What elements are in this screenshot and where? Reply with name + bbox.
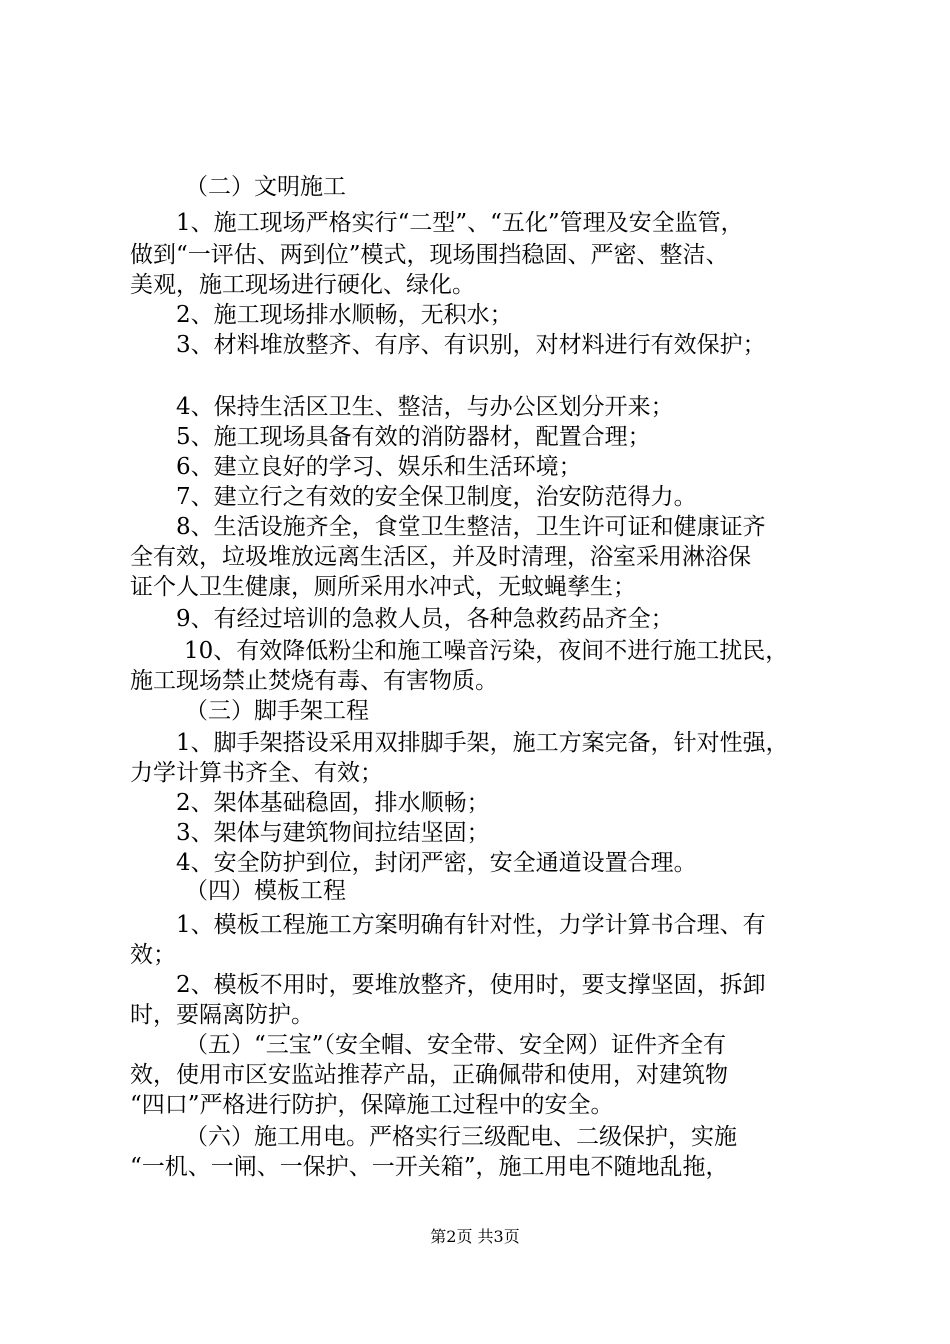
paragraph-line: 2、架体基础稳固，排水顺畅； bbox=[176, 790, 490, 816]
section-heading-2: （二）文明施工 bbox=[185, 174, 346, 200]
section-heading-6: （六）施工用电。严格实行三级配电、二级保护，实施 bbox=[185, 1124, 737, 1150]
paragraph-line: 3、材料堆放整齐、有序、有识别，对材料进行有效保护； bbox=[176, 332, 766, 358]
paragraph-line: 4、安全防护到位，封闭严密，安全通道设置合理。 bbox=[176, 850, 697, 876]
paragraph-line: 1、施工现场严格实行“二型”、“五化”管理及安全监管， bbox=[176, 210, 744, 236]
paragraph-line: 全有效，垃圾堆放远离生活区，并及时清理，浴室采用淋浴保 bbox=[130, 544, 751, 570]
page-number-footer: 第2页 共3页 bbox=[430, 1227, 520, 1246]
paragraph-line: 3、架体与建筑物间拉结坚固； bbox=[176, 820, 490, 846]
paragraph-line: 7、建立行之有效的安全保卫制度，治安防范得力。 bbox=[176, 484, 697, 510]
paragraph-line: 6、建立良好的学习、娱乐和生活环境； bbox=[176, 454, 582, 480]
paragraph-line: 美观，施工现场进行硬化、绿化。 bbox=[130, 272, 475, 298]
paragraph-line: 9、有经过培训的急救人员，各种急救药品齐全； bbox=[176, 606, 674, 632]
paragraph-line: “一机、一闸、一保护、一开关箱”，施工用电不随地乱拖， bbox=[130, 1154, 729, 1180]
paragraph-line: 1、模板工程施工方案明确有针对性，力学计算书合理、有 bbox=[176, 912, 766, 938]
section-heading-3: （三）脚手架工程 bbox=[185, 698, 369, 724]
paragraph-line: 5、施工现场具备有效的消防器材，配置合理； bbox=[176, 424, 651, 450]
paragraph-line: 效，使用市区安监站推荐产品，正确佩带和使用，对建筑物 bbox=[130, 1062, 728, 1088]
paragraph-line: 证个人卫生健康，厕所采用水冲式，无蚊蝇孳生； bbox=[130, 574, 636, 600]
section-heading-5: （五）“三宝”（安全帽、安全带、安全网）证件齐全有 bbox=[185, 1032, 727, 1058]
paragraph-line: 2、施工现场排水顺畅，无积水； bbox=[176, 302, 513, 328]
paragraph-line: 效； bbox=[130, 942, 176, 968]
paragraph-line: 2、模板不用时，要堆放整齐，使用时，要支撑坚固，拆卸 bbox=[176, 972, 766, 998]
paragraph-line: 做到“一评估、两到位”模式，现场围挡稳固、严密、整洁、 bbox=[130, 242, 729, 268]
paragraph-line: 8、生活设施齐全，食堂卫生整洁，卫生许可证和健康证齐 bbox=[176, 514, 766, 540]
paragraph-line: “四口”严格进行防护，保障施工过程中的安全。 bbox=[130, 1092, 614, 1118]
paragraph-line: 施工现场禁止焚烧有毒、有害物质。 bbox=[130, 668, 498, 694]
paragraph-line: 1、脚手架搭设采用双排脚手架，施工方案完备，针对性强， bbox=[176, 730, 789, 756]
paragraph-line: 时，要隔离防护。 bbox=[130, 1002, 314, 1028]
section-heading-4: （四）模板工程 bbox=[185, 878, 346, 904]
paragraph-line: 力学计算书齐全、有效； bbox=[130, 760, 383, 786]
paragraph-line: 4、保持生活区卫生、整洁，与办公区划分开来； bbox=[176, 394, 674, 420]
paragraph-line: 10、有效降低粉尘和施工噪音污染，夜间不进行施工扰民， bbox=[184, 638, 789, 664]
